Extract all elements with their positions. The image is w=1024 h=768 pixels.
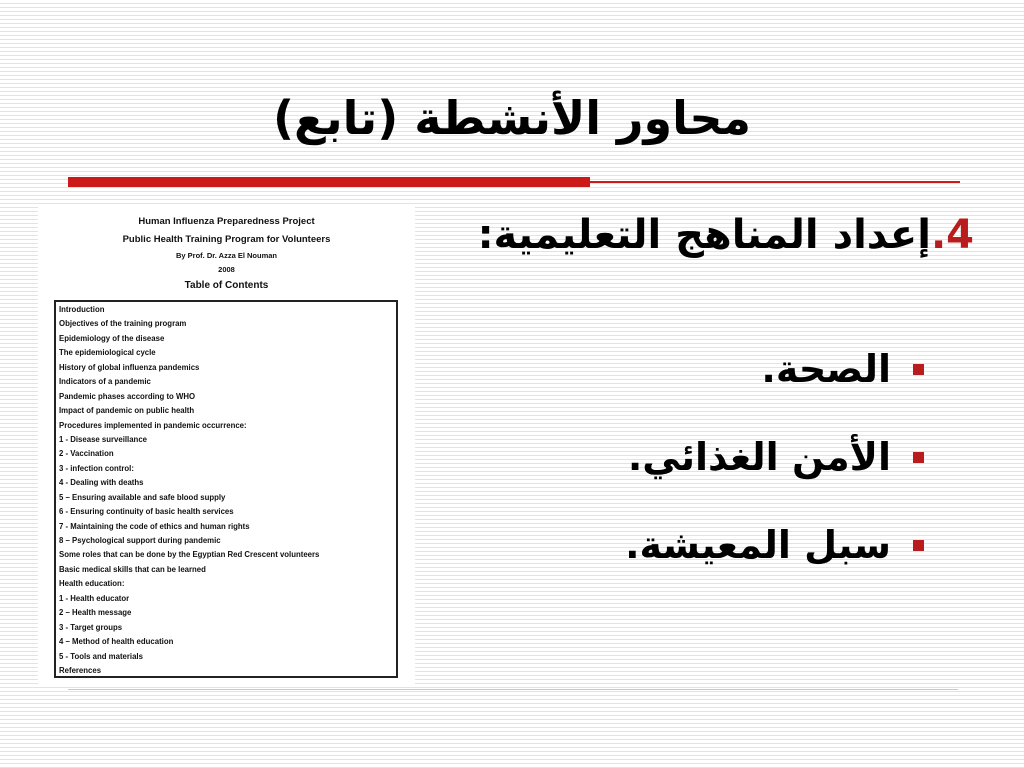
bullet-text: الصحة. — [761, 347, 891, 391]
bullet-text: سبل المعيشة. — [625, 523, 891, 567]
bullet-text: الأمن الغذائي. — [627, 435, 891, 479]
toc-item: Epidemiology of the disease — [59, 333, 165, 343]
toc-item: 6 - Ensuring continuity of basic health services — [59, 507, 234, 517]
bullet-item — [444, 413, 924, 501]
document-author: By Prof. Dr. Azza El Nouman — [176, 251, 277, 260]
toc-item: 2 – Health message — [59, 608, 132, 618]
toc-item: 1 - Disease surveillance — [59, 434, 147, 444]
document-image — [38, 207, 415, 684]
toc-item: Impact of pandemic on public health — [59, 406, 195, 416]
toc-item: 3 - Target groups — [59, 622, 123, 632]
toc-item: Health education: — [59, 579, 125, 589]
toc-item: 5 – Ensuring available and safe blood supply — [59, 492, 226, 502]
toc-item: 2 - Vaccination — [59, 449, 114, 459]
document-title-line2: Public Health Training Program for Volunteers — [122, 234, 331, 245]
title-underline-thin — [590, 181, 960, 183]
toc-item: 5 - Tools and materials — [59, 651, 143, 661]
toc-item: Procedures implemented in pandemic occurrence: — [59, 420, 247, 430]
toc-item: 3 - infection control: — [59, 463, 134, 473]
toc-item: Basic medical skills that can be learned — [59, 564, 206, 574]
bullet-item — [444, 501, 924, 589]
toc-item: Objectives of the training program — [59, 319, 187, 329]
toc-item: 7 - Maintaining the code of ethics and human rights — [59, 521, 250, 531]
toc-item: Indicators of a pandemic — [59, 377, 151, 387]
toc-item: References — [59, 665, 102, 675]
toc-item: 4 – Method of health education — [59, 637, 174, 647]
square-bullet-icon — [913, 540, 924, 551]
toc-item: Pandemic phases according to WHO — [59, 391, 196, 401]
title-underline-thick — [68, 177, 590, 187]
square-bullet-icon — [913, 364, 924, 375]
square-bullet-icon — [913, 452, 924, 463]
toc-heading: Table of Contents — [184, 280, 269, 291]
toc-item: 1 - Health educator — [59, 593, 130, 603]
toc-item: Introduction — [59, 305, 105, 314]
slide-title: محاور الأنشطة (تابع) — [272, 91, 752, 145]
toc-item: 4 - Dealing with deaths — [59, 478, 144, 488]
bullet-item — [444, 325, 924, 413]
bullet-list — [444, 325, 924, 589]
toc-item: The epidemiological cycle — [59, 348, 156, 358]
document-year: 2008 — [218, 265, 235, 274]
section-heading — [434, 200, 974, 270]
section-heading-number: 4. — [930, 212, 974, 258]
toc-item: History of global influenza pandemics — [59, 362, 200, 372]
section-heading-text: إعداد المناهج التعليمية: — [477, 212, 931, 258]
document-title-line1: Human Influenza Preparedness Project — [138, 216, 315, 227]
table-of-contents — [54, 300, 398, 678]
toc-item: Some roles that can be done by the Egyptian Red Crescent volunteers — [59, 550, 320, 560]
footer-divider — [68, 689, 958, 690]
toc-item: 8 – Psychological support during pandemic — [59, 536, 221, 545]
